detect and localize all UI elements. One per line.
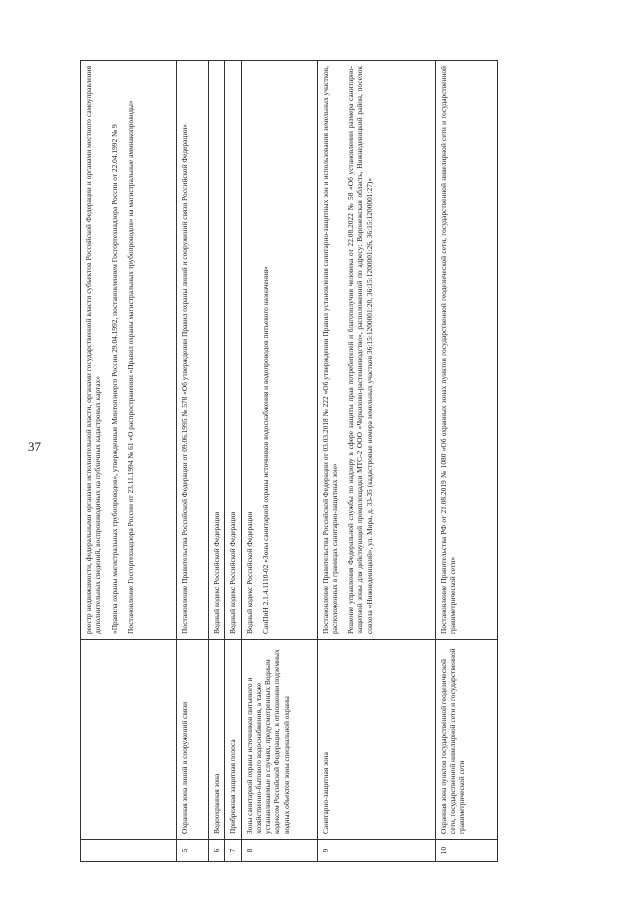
zone-name-cell: Водоохранная зона	[209, 640, 225, 840]
legal-documents-cell	[209, 61, 225, 640]
legal-documents-cell	[225, 61, 241, 640]
table-row	[209, 61, 225, 862]
zone-name-cell: Охранная зона линий и сооружений связи	[177, 640, 209, 840]
legal-documents-cell	[177, 61, 209, 640]
legal-document-paragraph: Постановление Правительства Российской Федерации от 09.06.1995 № 578 «Об утверждении Правил охраны линий и сооружений связи Российской Федерации»	[180, 124, 189, 634]
legal-documents-cell	[317, 61, 435, 640]
legal-document-paragraph: Водный кодекс Российской Федерации	[228, 511, 238, 634]
row-number-cell: 10	[435, 840, 497, 862]
row-number-cell: 9	[317, 840, 435, 862]
zone-name-cell: Охранная зона пунктов государственной геодезической сети, государственной нивелирной сети и государственной гравиметрической сети	[435, 640, 497, 840]
table-row	[225, 61, 241, 862]
rotated-table-page	[80, 60, 570, 862]
legal-documents-cell	[435, 61, 497, 640]
zone-name-cell	[81, 640, 177, 840]
zone-name-cell: Прибрежная защитная полоса	[225, 640, 241, 840]
table-row	[317, 61, 435, 862]
legal-document-paragraph: Водный кодекс Российской Федерации	[212, 511, 221, 634]
table-row	[81, 61, 177, 862]
row-number-cell	[81, 840, 177, 862]
legal-document-paragraph: СанПиН 2.1.4.1110-02 «Зоны санитарной охраны источников водоснабжения и водопроводов питьевого назначения»	[260, 266, 270, 634]
table-row	[177, 61, 209, 862]
zone-name-cell: Санитарно-защитная зона	[317, 640, 435, 840]
zones-table-body	[81, 61, 498, 862]
legal-document-paragraph: Постановление Госгортехнадзора России от 23.11.1994 № 61 «О распространении «Правил охраны магистральных трубопроводов» на магистральные аммиакопроводы»	[125, 100, 135, 634]
legal-documents-cell	[81, 61, 177, 640]
page-number: 37	[28, 439, 41, 454]
row-number-cell: 7	[225, 840, 241, 862]
legal-documents-cell	[241, 61, 317, 640]
row-number-cell: 6	[209, 840, 225, 862]
table-row	[435, 61, 497, 862]
legal-document-paragraph: Постановление Правительства РФ от 21.08.2019 № 1080 «Об охранных зонах пунктов государственной геодезической сети, государственной нивелирной сети и государственной гравиметрической сети»	[438, 66, 457, 634]
zone-name-cell: Зоны санитарной охраны источников питьевого и хозяйственно-бытового водоснабжения, а также устанавливаемые в случаях, предусмотренных Водным кодексом Российской Федерации, в отношении подземных водных объектов зоны специальной охраны	[241, 640, 317, 840]
legal-document-paragraph: Постановление Правительства Российской Федерации от 03.03.2018 № 222 «Об утверждении Правил установления санитарно-защитных зон и использования земельных участков, расположенных в границах санитарно-защитных зон»	[320, 66, 339, 634]
legal-document-paragraph: Водный кодекс Российской Федерации	[244, 511, 254, 634]
legal-document-paragraph: Решение управления Федеральной службы по надзору в сфере защиты прав потребителей и благополучия человека от 22.08.2022 № 58 «Об установлении размера санитарно-защитной зоны для действующей промплощадки МТС-2 ООО «Черкизово-растениеводство», расположенной по адресу: Воронежская область, Нижнедевицкий район, поселок совхоза «Нижнедевицкий», ул. Мира, д. 33-35 (кадастровые номера земельных участков 36:15:1200001:20, 36:15:1200001:26, 36:15:1200001:27)»	[346, 66, 374, 634]
zones-table	[80, 60, 498, 862]
row-number-cell: 8	[241, 840, 317, 862]
table-row	[241, 61, 317, 862]
row-number-cell: 5	[177, 840, 209, 862]
legal-document-paragraph: реестр недвижимости, федеральными органами исполнительной власти, органами государственной власти субъектов Российской Федерации и органами местного самоуправления дополнительных сведений, воспроизводимых на публичных кадастровых картах»	[84, 66, 103, 634]
legal-document-paragraph: «Правила охраны магистральных трубопроводов», утвержденные Минтопэнерго России 29.04.1992, постановлением Госгортехнадзора России от 22.04.1992 № 9	[109, 124, 119, 634]
